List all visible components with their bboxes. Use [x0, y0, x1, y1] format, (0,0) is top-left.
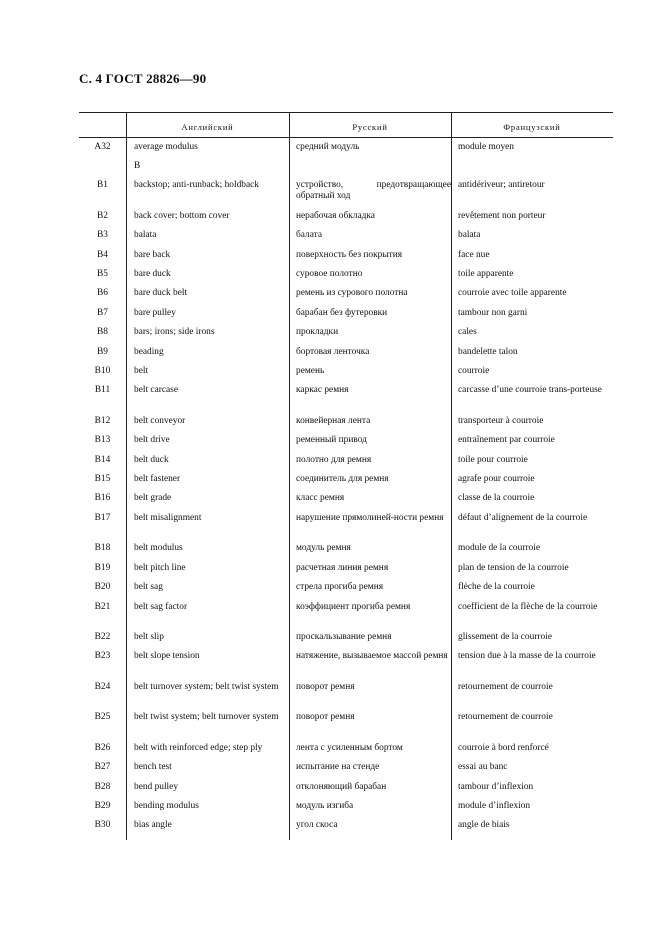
french-term: module moyen [458, 142, 514, 152]
french-term: module d’inflexion [458, 801, 531, 812]
page-header: С. 4 ГОСТ 28826—90 [79, 71, 207, 86]
table-row [79, 563, 613, 582]
english-term: belt grade [134, 493, 172, 504]
table-row [79, 474, 613, 493]
table-row [79, 801, 613, 820]
table-row [79, 543, 613, 562]
table-row [79, 269, 613, 288]
english-term: bare back [134, 249, 171, 260]
english-term: back cover; bottom cover [134, 210, 230, 221]
russian-term: устройство, предотвращающее обратный ход [296, 180, 451, 201]
table-row [79, 782, 613, 801]
french-term: courroie avec toile apparente [458, 288, 567, 299]
russian-cell [289, 161, 451, 180]
code-cell: B6 [97, 288, 108, 299]
russian-term: модуль ремня [296, 543, 351, 554]
table-row [79, 327, 613, 346]
russian-term: соединитель для ремня [296, 474, 389, 485]
french-term: tambour non garni [458, 307, 528, 318]
russian-term: поверхность без покрытия [296, 249, 403, 260]
english-term: bias angle [134, 820, 172, 831]
english-term: belt [134, 366, 149, 377]
russian-term: класс ремня [296, 493, 345, 504]
english-term: bare pulley [134, 307, 176, 318]
table-row [79, 347, 613, 366]
russian-term: испытание на стенде [296, 762, 380, 773]
french-term: toile apparente [458, 269, 514, 280]
english-term: belt drive [134, 435, 170, 446]
code-cell: B22 [94, 632, 111, 643]
french-term: carcasse d’une courroie trans-porteuse [458, 385, 602, 396]
french-term: courroie à bord renforcé [458, 742, 549, 753]
russian-term: отклоняющий барабан [296, 781, 387, 792]
french-term: revêtement non porteur [458, 210, 546, 221]
code-cell: B17 [94, 512, 111, 523]
russian-term: поворот ремня [296, 712, 355, 723]
english-term: belt slip [134, 632, 164, 643]
french-term: essai au banc [458, 762, 508, 773]
russian-term: нарушение прямолиней-ности ремня [296, 512, 444, 523]
table-top-rule [79, 112, 613, 113]
table-row [79, 230, 613, 249]
russian-term: бортовая ленточка [296, 346, 370, 357]
english-term: bars; irons; side irons [134, 327, 215, 338]
table-row [79, 712, 613, 743]
code-cell: B8 [97, 327, 108, 338]
english-term: belt sag factor [134, 601, 188, 612]
code-cell [79, 161, 126, 180]
code-cell: B14 [94, 454, 111, 465]
french-term: toile pour courroie [458, 454, 528, 465]
table-row [79, 308, 613, 327]
code-cell: B9 [97, 346, 108, 357]
english-term: belt pitch line [134, 562, 186, 573]
code-cell: B28 [94, 781, 111, 792]
table-row [79, 288, 613, 307]
table-row [79, 602, 613, 633]
russian-term: средний модуль [296, 142, 360, 152]
french-cell [451, 161, 613, 180]
russian-term: расчетная линия ремня [296, 562, 389, 573]
glossary-body [79, 142, 613, 840]
table-row [79, 513, 613, 544]
russian-term: угол скоса [296, 820, 338, 831]
column-header-russian: Русский [352, 122, 388, 132]
english-term: belt sag [134, 582, 163, 593]
table-row [79, 416, 613, 435]
french-term: agrafe pour courroie [458, 474, 535, 485]
french-term: glissement de la courroie [458, 632, 552, 643]
code-cell: B15 [94, 474, 111, 485]
russian-term: суровое полотно [296, 269, 363, 280]
column-header-english: Английский [181, 122, 234, 132]
english-term: bending modulus [134, 801, 199, 812]
russian-term: ремень из сурового полотна [296, 288, 408, 299]
english-term: belt misalignment [134, 512, 202, 523]
code-cell: B11 [94, 385, 111, 396]
table-row [79, 366, 613, 385]
french-term: transporteur à courroie [458, 415, 544, 426]
english-term: belt fastener [134, 474, 181, 485]
english-term: belt modulus [134, 543, 183, 554]
russian-term: лента с усиленным бортом [296, 742, 403, 753]
code-cell: B26 [94, 742, 111, 753]
section-letter-row [79, 161, 613, 180]
russian-term: поворот ремня [296, 681, 355, 692]
russian-term: стрела прогиба ремня [296, 582, 384, 593]
french-term: coefficient de la flèche de la courroie [458, 601, 598, 612]
french-term: antidériveur; antiretour [458, 180, 545, 191]
english-term: belt twist system; belt turnover system [134, 712, 279, 723]
code-cell: A32 [94, 142, 111, 152]
table-row [79, 632, 613, 651]
russian-term: проскальзывание ремня [296, 632, 392, 643]
french-term: balata [458, 230, 481, 241]
russian-term: коэффициент прогиба ремня [296, 601, 411, 612]
table-row [79, 250, 613, 269]
english-term: backstop; anti-runback; holdback [134, 180, 259, 191]
table-row [79, 435, 613, 454]
table-row [79, 455, 613, 474]
russian-term: нерабочая обкладка [296, 210, 375, 221]
code-cell: B20 [94, 582, 111, 593]
code-cell: B27 [94, 762, 111, 773]
russian-term: каркас ремня [296, 385, 349, 396]
french-term: retournement de courroie [458, 712, 553, 723]
russian-term: прокладки [296, 327, 339, 338]
column-header-french: Французский [503, 122, 561, 132]
english-term: bare duck belt [134, 288, 188, 299]
code-cell: B2 [97, 210, 108, 221]
english-term: belt carcase [134, 385, 178, 396]
code-cell: B13 [94, 435, 111, 446]
code-cell: B29 [94, 801, 111, 812]
table-row [79, 142, 613, 161]
french-term: retournement de courroie [458, 681, 553, 692]
table-row [79, 493, 613, 512]
english-term: beading [134, 346, 164, 357]
code-cell: B18 [94, 543, 111, 554]
table-row [79, 211, 613, 230]
code-cell: B4 [97, 249, 108, 260]
russian-term: балата [296, 230, 322, 241]
code-cell: B7 [97, 307, 108, 318]
code-cell: B25 [94, 712, 111, 723]
french-term: face nue [458, 249, 490, 260]
russian-term: барабан без футеровки [296, 307, 388, 318]
code-cell: B10 [94, 366, 111, 377]
code-cell: B23 [94, 651, 111, 662]
section-letter: B [134, 161, 141, 172]
english-term: bare duck [134, 269, 171, 280]
english-term: average modulus [134, 142, 198, 152]
table-row [79, 582, 613, 601]
table-header-rule [79, 137, 613, 138]
russian-term: натяжение, вызываемое массой ремня [296, 651, 448, 662]
table-row [79, 180, 613, 211]
french-term: angle de biais [458, 820, 510, 831]
english-term: bend pulley [134, 781, 179, 792]
french-term: tambour d’inflexion [458, 781, 534, 792]
table-row [79, 743, 613, 762]
code-cell: B30 [94, 820, 111, 831]
table-row [79, 651, 613, 682]
russian-term: модуль изгиба [296, 801, 354, 812]
french-term: flèche de la courroie [458, 582, 535, 593]
table-row [79, 385, 613, 416]
english-term: bench test [134, 762, 172, 773]
english-term: belt slope tension [134, 651, 200, 662]
code-cell: B3 [97, 230, 108, 241]
glossary-table [79, 142, 613, 840]
code-cell: B19 [94, 562, 111, 573]
code-cell: B16 [94, 493, 111, 504]
russian-term: ремень [296, 366, 325, 377]
french-term: défaut d’alignement de la courroie [458, 512, 588, 523]
code-cell: B5 [97, 269, 108, 280]
code-cell: B1 [97, 180, 108, 191]
table-row [79, 682, 613, 713]
french-term: entraînement par courroie [458, 435, 555, 446]
russian-term: ременный привод [296, 435, 367, 446]
english-term: belt duck [134, 454, 169, 465]
russian-term: полотно для ремня [296, 454, 372, 465]
french-term: courroie [458, 366, 490, 377]
english-term: belt with reinforced edge; step ply [134, 742, 263, 753]
french-term: module de la courroie [458, 543, 540, 554]
code-cell: B21 [94, 601, 111, 612]
french-term: plan de tension de la courroie [458, 562, 569, 573]
english-term: belt conveyor [134, 415, 186, 426]
french-term: classe de la courroie [458, 493, 535, 504]
french-term: bandelette talon [458, 346, 518, 357]
russian-term: конвейерная лента [296, 415, 371, 426]
table-row [79, 762, 613, 781]
french-term: tension due à la masse de la courroie [458, 651, 596, 662]
table-row [79, 820, 613, 839]
english-term: belt turnover system; belt twist system [134, 681, 279, 692]
english-term: balata [134, 230, 157, 241]
code-cell: B12 [94, 415, 111, 426]
code-cell: B24 [94, 681, 111, 692]
french-term: cales [458, 327, 477, 338]
